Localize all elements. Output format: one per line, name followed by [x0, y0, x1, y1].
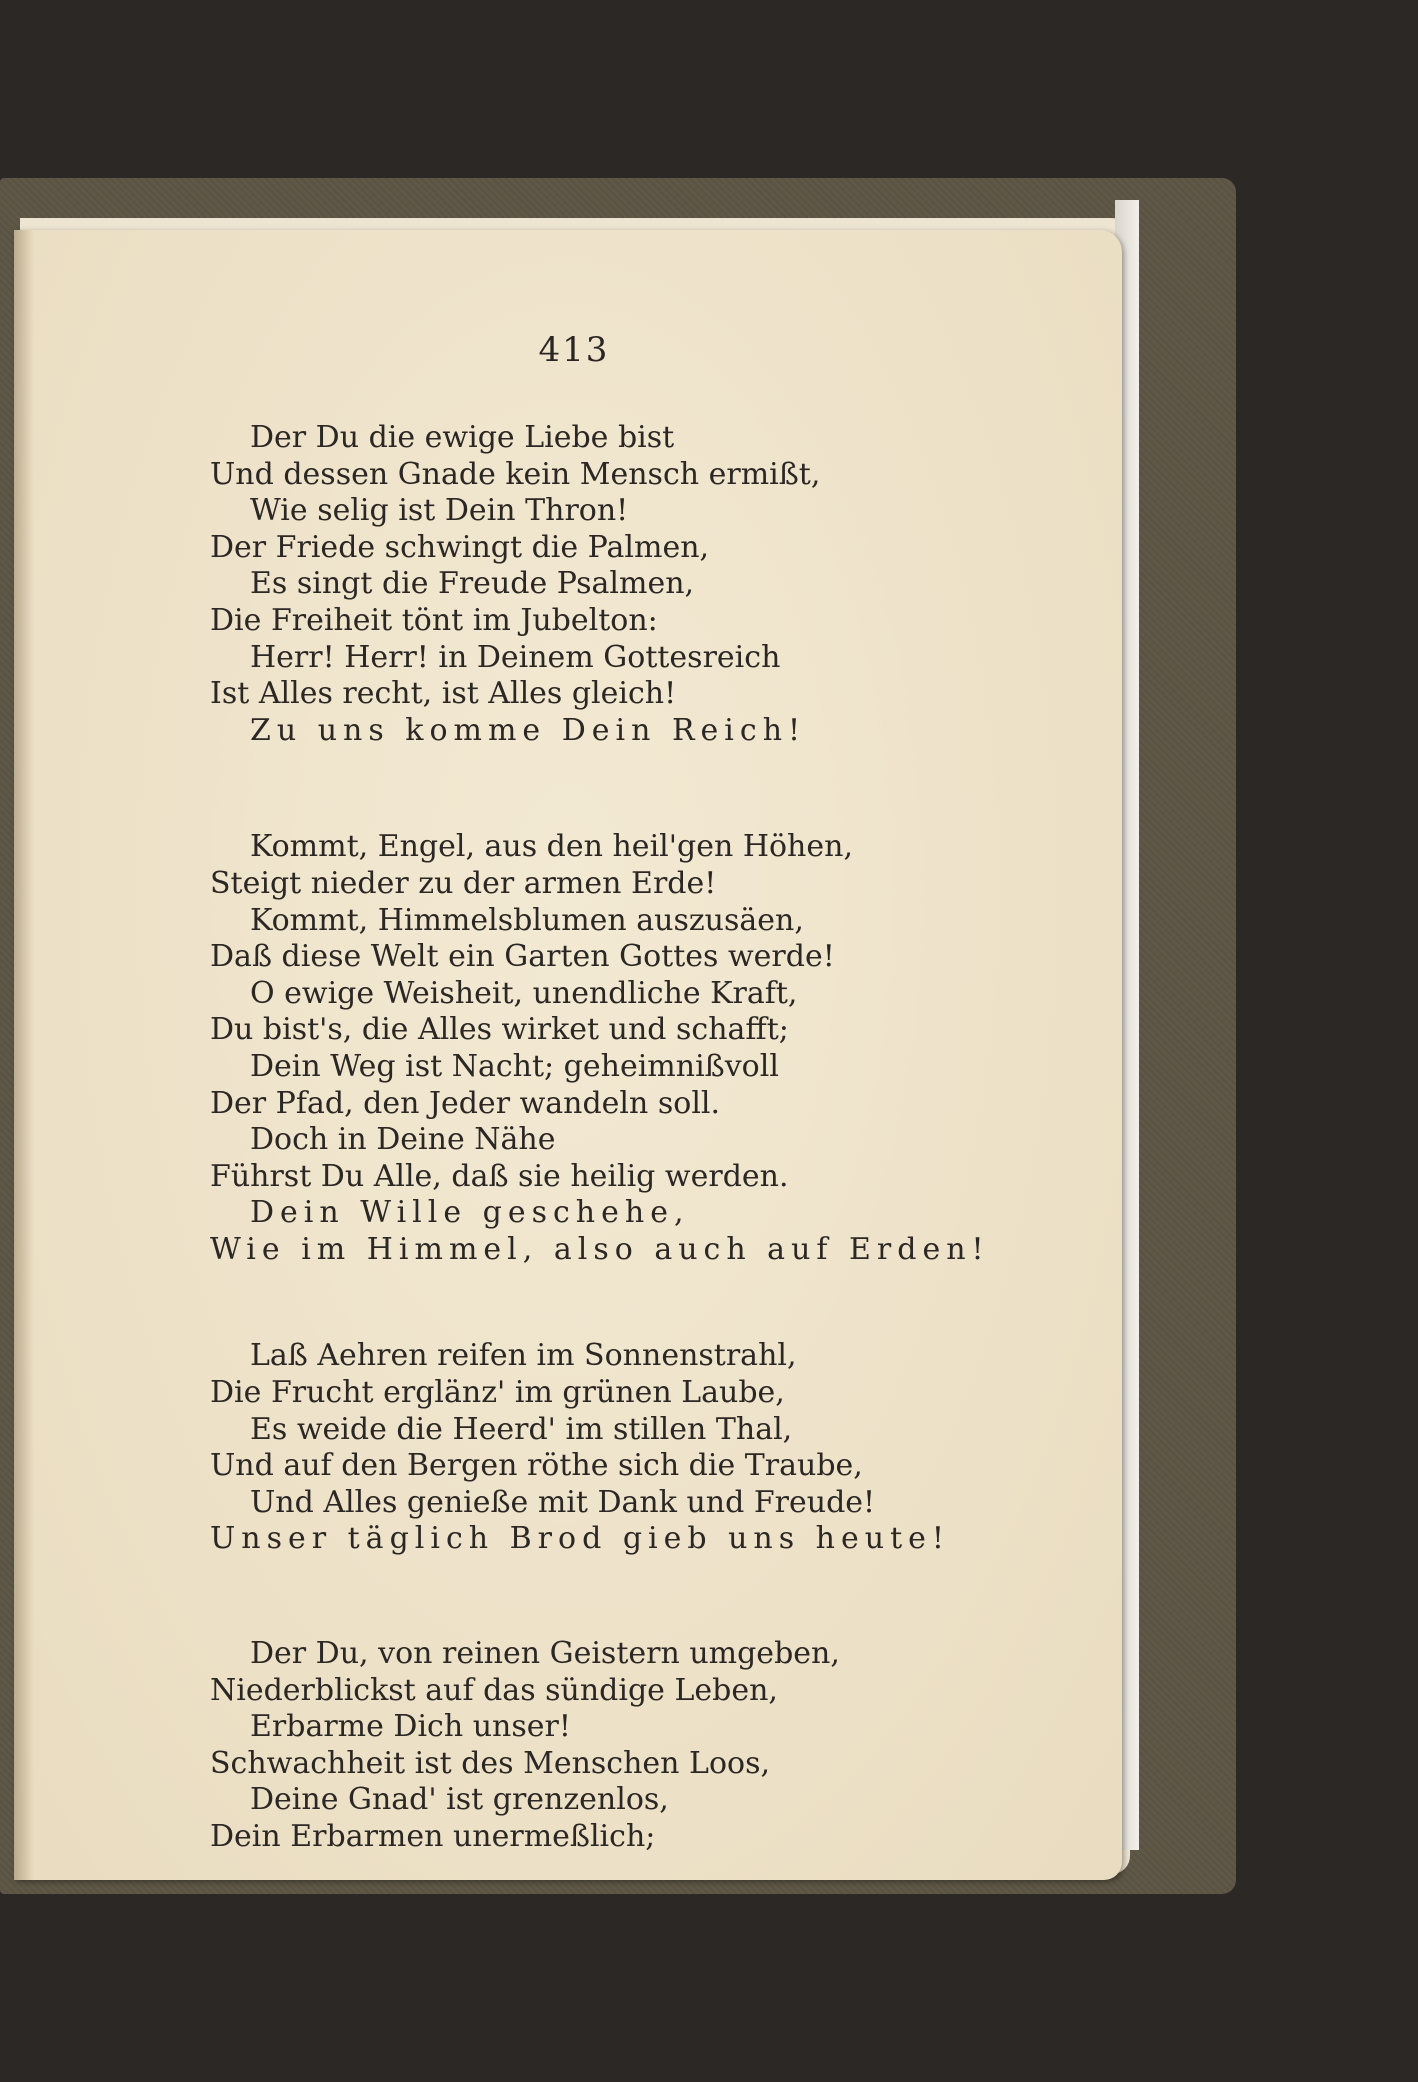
poem-line: Es singt die Freude Psalmen, — [250, 566, 695, 602]
poem-line: Kommt, Engel, aus den heil'gen Höhen, — [250, 829, 853, 865]
poem-line: Die Freiheit tönt im Jubelton: — [210, 602, 658, 638]
poem-line: Daß diese Welt ein Garten Gottes werde! — [210, 939, 835, 975]
poem-line: Es weide die Heerd' im stillen Thal, — [250, 1411, 793, 1447]
poem-text — [210, 420, 990, 1856]
page-gutter-shadow — [14, 230, 34, 1880]
poem-line: Die Frucht erglänz' im grünen Laube, — [210, 1375, 785, 1411]
page-number: 413 — [538, 330, 610, 370]
stanza-1 — [210, 420, 990, 749]
poem-line: Der Friede schwingt die Palmen, — [210, 529, 710, 565]
poem-line: Dein Weg ist Nacht; geheimnißvoll — [250, 1048, 779, 1084]
poem-line: Niederblickst auf das sündige Leben, — [210, 1672, 778, 1708]
poem-line: Du bist's, die Alles wirket und schafft; — [210, 1012, 789, 1048]
poem-line: Der Du, von reinen Geistern umgeben, — [250, 1636, 840, 1672]
poem-line: Und dessen Gnade kein Mensch ermißt, — [210, 456, 821, 492]
poem-refrain-line: Zu uns komme Dein Reich! — [250, 712, 807, 748]
stanza-2 — [210, 829, 990, 1268]
poem-line: Kommt, Himmelsblumen auszusäen, — [250, 902, 804, 938]
stanza-break — [210, 749, 990, 829]
poem-line: Und auf den Bergen röthe sich die Traube, — [210, 1448, 863, 1484]
poem-refrain-line: Unser täglich Brod gieb uns heute! — [210, 1521, 950, 1557]
poem-line: Deine Gnad' ist grenzenlos, — [250, 1782, 669, 1818]
poem-line: Der Du die ewige Liebe bist — [250, 420, 675, 455]
poem-refrain-line: Wie im Himmel, also auch auf Erden! — [210, 1231, 990, 1267]
poem-refrain-line: Dein Wille geschehe, — [250, 1195, 690, 1231]
poem-line: Dein Erbarmen unermeßlich; — [210, 1819, 656, 1854]
poem-line: Doch in Deine Nähe — [250, 1122, 556, 1158]
stanza-break — [210, 1558, 990, 1636]
stanza-break — [210, 1268, 990, 1338]
poem-line: Laß Aehren reifen im Sonnenstrahl, — [250, 1338, 797, 1374]
stanza-3 — [210, 1338, 990, 1558]
stanza-4 — [210, 1636, 990, 1856]
poem-line: Schwachheit ist des Menschen Loos, — [210, 1745, 770, 1781]
poem-line: Führst Du Alle, daß sie heilig werden. — [210, 1158, 789, 1194]
poem-line: Erbarme Dich unser! — [250, 1709, 571, 1745]
poem-line: Steigt nieder zu der armen Erde! — [210, 865, 717, 901]
poem-line: Ist Alles recht, ist Alles gleich! — [210, 676, 677, 712]
poem-line: Der Pfad, den Jeder wandeln soll. — [210, 1085, 721, 1121]
poem-line: Wie selig ist Dein Thron! — [250, 493, 629, 529]
poem-line: Und Alles genieße mit Dank und Freude! — [250, 1484, 876, 1520]
poem-line: Herr! Herr! in Deinem Gottesreich — [250, 639, 781, 675]
poem-line: O ewige Weisheit, unendliche Kraft, — [250, 975, 798, 1011]
